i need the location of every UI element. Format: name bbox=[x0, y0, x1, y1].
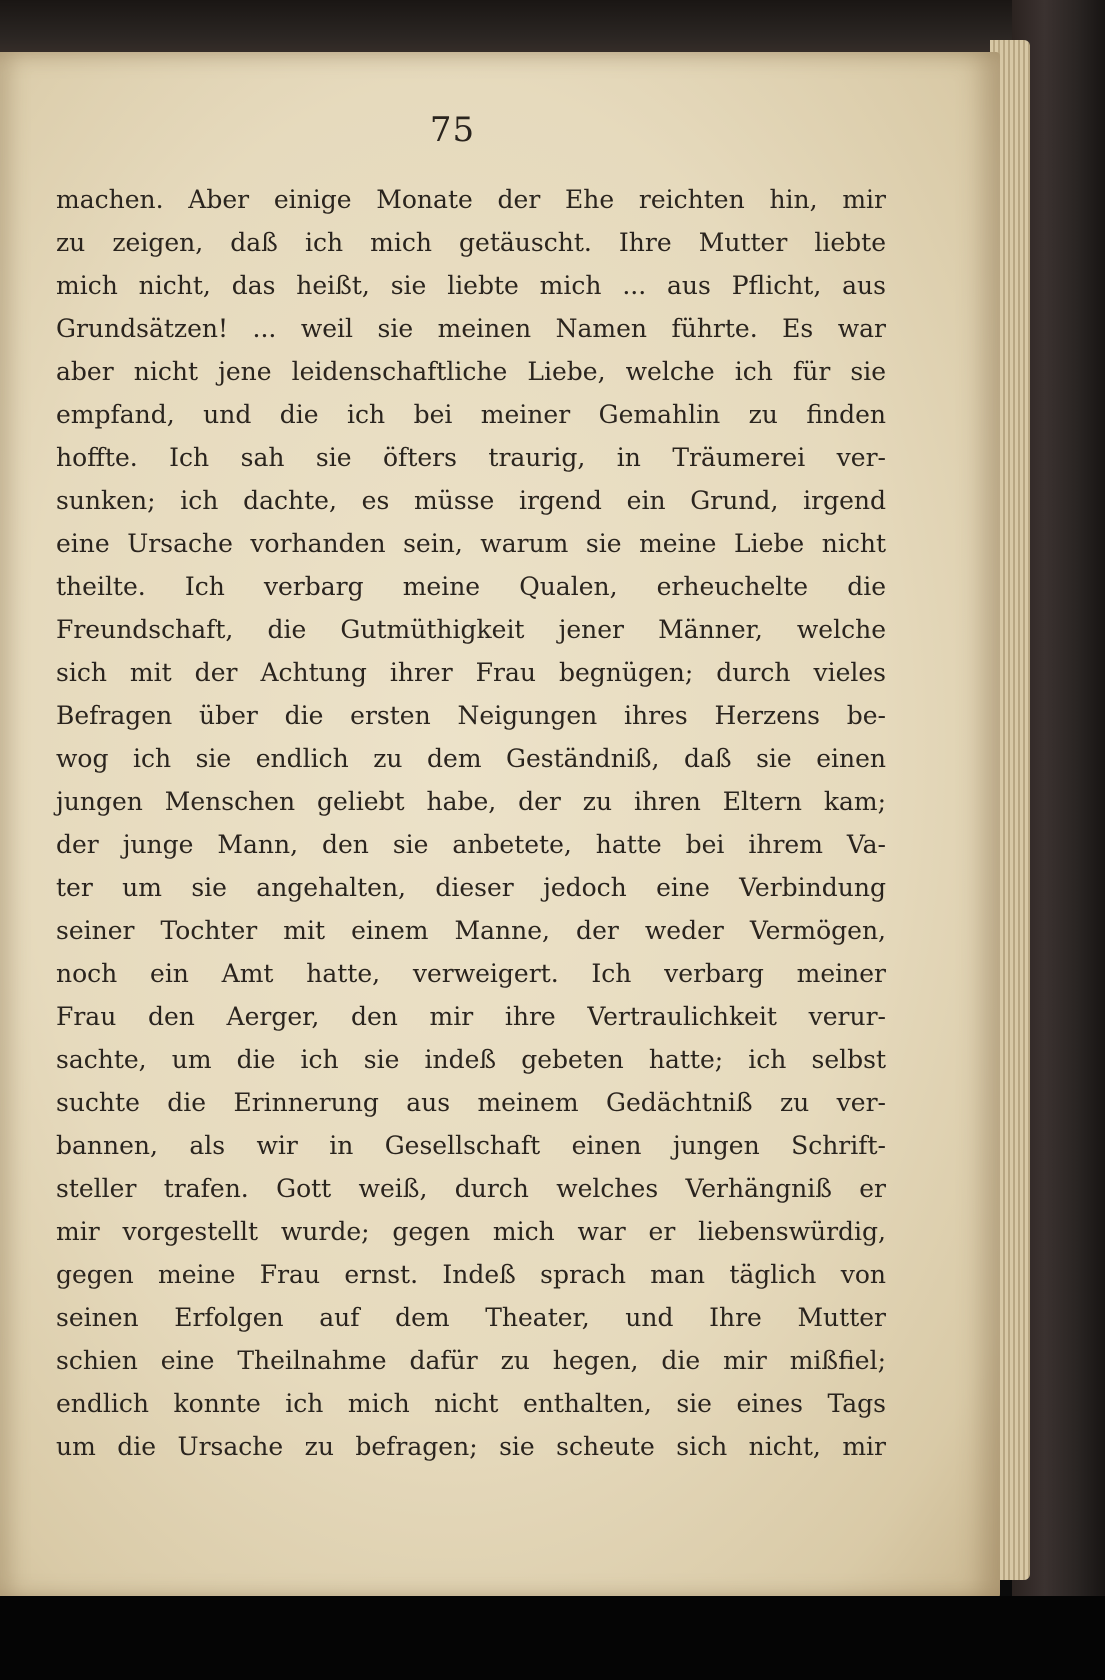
text-line: suchte die Erinnerung aus meinem Gedächtniß zu ver- bbox=[56, 1088, 886, 1117]
text-line: empfand, und die ich bei meiner Gemahlin zu finden bbox=[56, 400, 886, 429]
text-line: seiner Tochter mit einem Manne, der weder Vermögen, bbox=[56, 916, 886, 945]
text-line: Freundschaft, die Gutmüthigkeit jener Männer, welche bbox=[56, 615, 886, 644]
text-line: aber nicht jene leidenschaftliche Liebe, welche ich für sie bbox=[56, 357, 886, 386]
page-number: 75 bbox=[429, 110, 476, 150]
text-line: sich mit der Achtung ihrer Frau begnügen; durch vieles bbox=[56, 658, 886, 687]
text-line: bannen, als wir in Gesellschaft einen jungen Schrift- bbox=[56, 1131, 886, 1160]
text-line: der junge Mann, den sie anbetete, hatte bei ihrem Va- bbox=[56, 830, 886, 859]
text-line: mich nicht, das heißt, sie liebte mich ... aus Pflicht, aus bbox=[56, 271, 886, 300]
text-line: mir vorgestellt wurde; gegen mich war er liebenswürdig, bbox=[56, 1217, 886, 1246]
text-line: steller trafen. Gott weiß, durch welches Verhängniß er bbox=[56, 1174, 886, 1203]
text-line: eine Ursache vorhanden sein, warum sie meine Liebe nicht bbox=[56, 529, 886, 558]
text-line: theilte. Ich verbarg meine Qualen, erheuchelte die bbox=[56, 572, 886, 601]
text-line: machen. Aber einige Monate der Ehe reichten hin, mir bbox=[56, 185, 886, 214]
text-line: sunken; ich dachte, es müsse irgend ein Grund, irgend bbox=[56, 486, 886, 515]
text-line: schien eine Theilnahme dafür zu hegen, die mir mißfiel; bbox=[56, 1346, 886, 1375]
text-line: Grundsätzen! ... weil sie meinen Namen führte. Es war bbox=[56, 314, 886, 343]
text-line: zu zeigen, daß ich mich getäuscht. Ihre Mutter liebte bbox=[56, 228, 886, 257]
text-line: Frau den Aerger, den mir ihre Vertraulichkeit verur- bbox=[56, 1002, 886, 1031]
text-line: ter um sie angehalten, dieser jedoch eine Verbindung bbox=[56, 873, 886, 902]
text-line: sachte, um die ich sie indeß gebeten hatte; ich selbst bbox=[56, 1045, 886, 1074]
text-line: wog ich sie endlich zu dem Geständniß, daß sie einen bbox=[56, 744, 886, 773]
text-line: hoffte. Ich sah sie öfters traurig, in Träumerei ver- bbox=[56, 443, 886, 472]
text-line: jungen Menschen geliebt habe, der zu ihren Eltern kam; bbox=[56, 787, 886, 816]
text-line: noch ein Amt hatte, verweigert. Ich verbarg meiner bbox=[56, 959, 886, 988]
background-bottom bbox=[0, 1596, 1105, 1680]
book-cover-top-edge bbox=[0, 0, 1105, 60]
text-line: gegen meine Frau ernst. Indeß sprach man täglich von bbox=[56, 1260, 886, 1289]
text-line: seinen Erfolgen auf dem Theater, und Ihre Mutter bbox=[56, 1303, 886, 1332]
text-line: um die Ursache zu befragen; sie scheute sich nicht, mir bbox=[56, 1432, 886, 1461]
body-text bbox=[56, 178, 886, 1468]
text-line: endlich konnte ich mich nicht enthalten, sie eines Tags bbox=[56, 1389, 886, 1418]
text-line: Befragen über die ersten Neigungen ihres Herzens be- bbox=[56, 701, 886, 730]
